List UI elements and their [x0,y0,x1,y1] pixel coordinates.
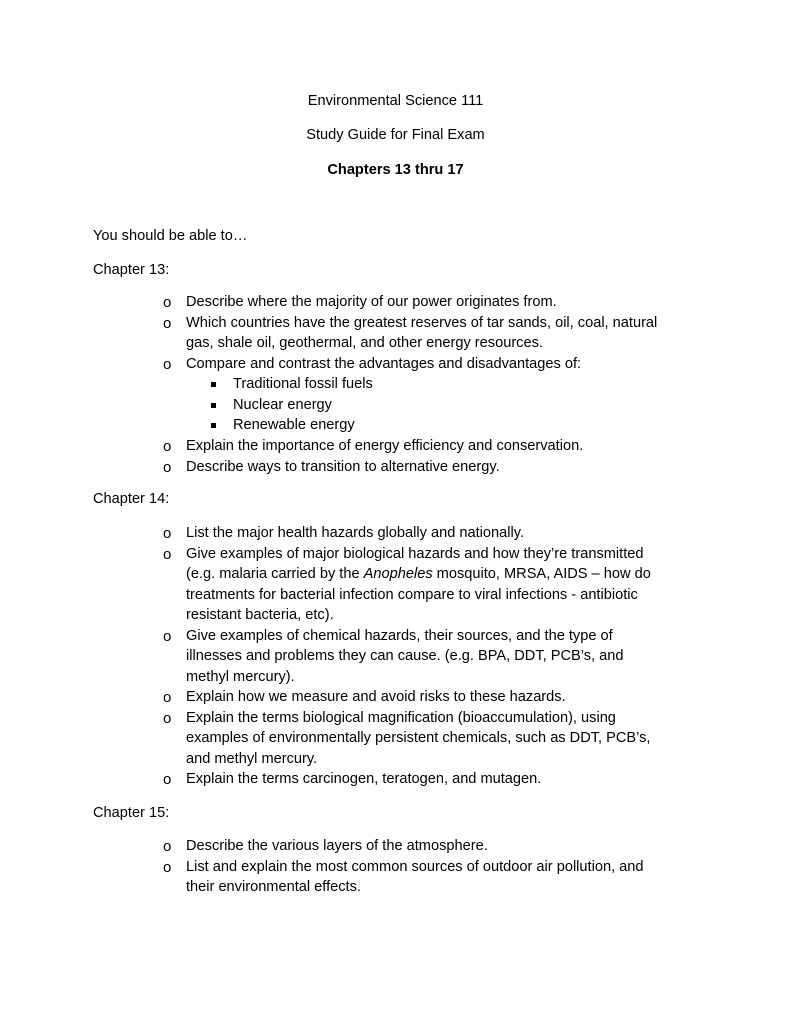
chapters-range: Chapters 13 thru 17 [327,162,464,178]
ch13-sub-item-1: Traditional fossil fuels [233,376,373,392]
ch14-item-4: Explain how we measure and avoid risks to these hazards. [186,689,566,705]
document-subtitle: Study Guide for Final Exam [306,127,485,143]
ch14-item-2-line-4: resistant bacteria, etc). [186,607,334,623]
circle-bullet: o [163,525,172,542]
ch14-item-5-line-3: and methyl mercury. [186,751,318,767]
ch13-item-4: Explain the importance of energy efficiency and conservation. [186,438,584,454]
circle-bullet: o [163,859,172,876]
chapter-13-heading: Chapter 13: [93,262,170,278]
circle-bullet: o [163,771,172,788]
circle-bullet: o [163,710,172,727]
ch14-item-3-line-2: illnesses and problems they can cause. (e.g. BPA, DDT, PCB’s, and [186,648,624,664]
chapter-14-heading: Chapter 14: [93,491,170,507]
circle-bullet: o [163,546,172,563]
anopheles-italic: Anopheles [363,566,433,582]
ch14-item-3-line-3: methyl mercury). [186,669,295,685]
ch13-item-1: Describe where the majority of our power originates from. [186,294,557,310]
ch14-item-2-line-2-pre: (e.g. malaria carried by the [186,566,364,582]
ch13-item-3: Compare and contrast the advantages and disadvantages of: [186,356,582,372]
ch15-item-1: Describe the various layers of the atmosphere. [186,838,488,854]
ch14-item-2-line-3: treatments for bacterial infection compare to viral infections - antibiotic [186,587,638,603]
ch13-sub-item-2: Nuclear energy [233,397,332,413]
circle-bullet: o [163,356,172,373]
ch13-item-5: Describe ways to transition to alternative energy. [186,459,500,475]
chapter-15-heading: Chapter 15: [93,805,170,821]
ch14-item-2-line-2-post: mosquito, MRSA, AIDS – how do [432,566,651,582]
ch13-item-2-line-1: Which countries have the greatest reserves of tar sands, oil, coal, natural [186,315,658,331]
ch14-item-2-line-2 [186,566,651,582]
square-bullet-icon [211,382,216,387]
intro-text: You should be able to… [93,228,248,244]
circle-bullet: o [163,689,172,706]
circle-bullet: o [163,294,172,311]
circle-bullet: o [163,838,172,855]
ch15-item-2-line-2: their environmental effects. [186,879,361,895]
ch14-item-5-line-1: Explain the terms biological magnification (bioaccumulation), using [186,710,616,726]
ch14-item-5-line-2: examples of environmentally persistent chemicals, such as DDT, PCB’s, [186,730,651,746]
circle-bullet: o [163,315,172,332]
square-bullet-icon [211,403,216,408]
ch14-item-2-line-1: Give examples of major biological hazards and how they’re transmitted [186,546,644,562]
circle-bullet: o [163,438,172,455]
ch14-item-1: List the major health hazards globally and nationally. [186,525,525,541]
circle-bullet: o [163,459,172,476]
ch14-item-3-line-1: Give examples of chemical hazards, their sources, and the type of [186,628,613,644]
ch13-item-2-line-2: gas, shale oil, geothermal, and other energy resources. [186,335,543,351]
ch13-sub-item-3: Renewable energy [233,417,355,433]
course-title: Environmental Science 111 [307,93,484,109]
circle-bullet: o [163,628,172,645]
ch14-item-6: Explain the terms carcinogen, teratogen, and mutagen. [186,771,542,787]
square-bullet-icon [211,423,216,428]
ch15-item-2-line-1: List and explain the most common sources of outdoor air pollution, and [186,859,644,875]
